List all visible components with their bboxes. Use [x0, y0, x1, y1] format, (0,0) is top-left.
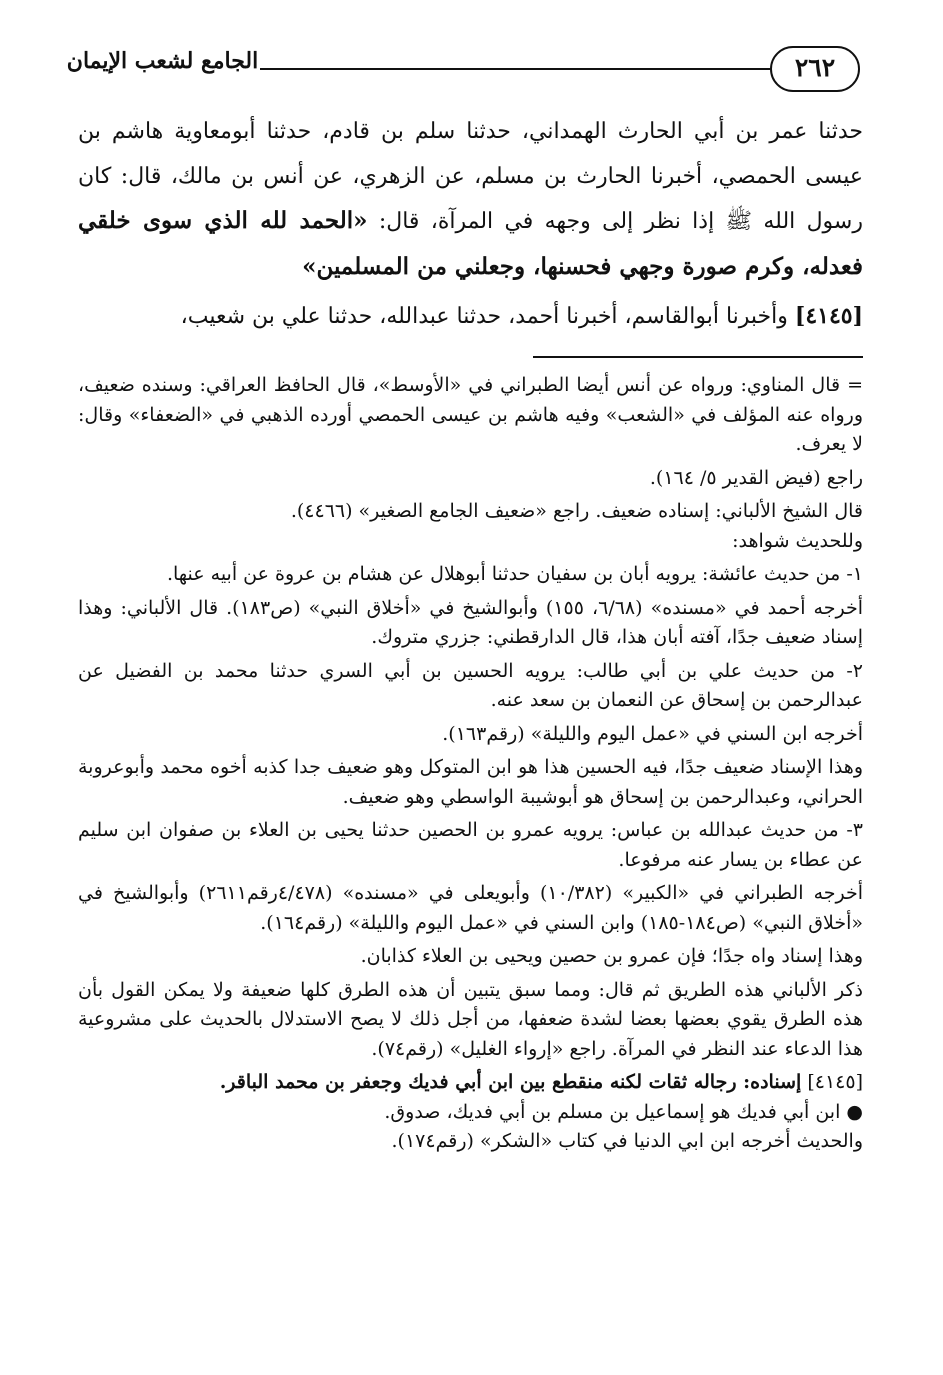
header-divider	[260, 68, 770, 70]
isnad-text: وأخبرنا أبوالقاسم، أخبرنا أحمد، حدثنا عبدالله، حدثنا علي بن شعيب،	[180, 304, 788, 329]
main-paragraph	[78, 110, 863, 290]
page-number: ٢٦٢	[770, 46, 860, 92]
footnote-hadith-number: [٤١٤٥]	[807, 1071, 863, 1093]
footnote-divider	[533, 356, 863, 358]
hadith-line: كان رسول الله ﷺ إذا نظر إلى وجهه في المرآة، قال:	[78, 163, 863, 234]
footnote-paragraph: أخرجه ابن السني في «عمل اليوم والليلة» (رقم١٦٣).	[442, 722, 863, 745]
hadith-number: [٤١٤٥]	[794, 303, 863, 329]
hadith-line: حدثنا عمر بن أبي الحارث الهمداني، حدثنا سلم بن قادم، حدثنا أبومعاوية هاشم بن	[78, 119, 863, 144]
footnote-paragraph: وهذا الإسناد ضعيف جدًا، فيه الحسين هذا هو ابن المتوكل وهو ضعيف جدا كذبه أخوه محمد وأبوعروبة الحراني، وعبدالرحمن بن إسحاق هو أبوشيبة الواسطي وهو ضعيف.	[78, 756, 863, 808]
footnote-bullet-item	[78, 1098, 863, 1128]
footnote-paragraph: ٣- من حديث عبدالله بن عباس: يرويه عمرو بن الحصين حدثنا يحيى بن العلاء بن صفوان ابن سليم عن عطاء بن يسار عنه مرفوعا.	[78, 819, 863, 871]
page-header	[65, 40, 860, 102]
footnote-paragraph: = قال المناوي: ورواه عن أنس أيضا الطبراني في «الأوسط»، قال الحافظ العراقي: وسنده ضعيف، ورواه عنه المؤلف في «الشعب» وفيه هاشم بن عيسى الحمصي أورده الذهبي في «الضعفاء» وقال: لا يعرف.	[78, 374, 863, 455]
footnote-paragraph: ٢- من حديث علي بن أبي طالب: يرويه الحسين بن أبي السري حدثنا محمد بن الفضيل عن عبدالرحمن بن إسحاق عن النعمان بن سعد عنه.	[78, 659, 863, 711]
footnotes	[78, 371, 863, 1157]
hadith-quote-continued: فعدله، وكرم صورة وجهي فحسنها، وجعلني من المسلمين»	[302, 252, 863, 280]
footnote-paragraph: ١- من حديث عائشة: يرويه أبان بن سفيان حدثنا أبوهلال عن هشام بن عروة عن أبيه عنها.	[166, 563, 863, 585]
footnote-paragraph: وهذا إسناد واه جدًا؛ فإن عمرو بن حصين ويحيى بن العلاء كذابان.	[360, 945, 863, 967]
footnote-paragraph: أخرجه الطبراني في «الكبير» (١٠/٣٨٢) وأبويعلى في «مسنده» (٤/٤٧٨رقم٢٦١١) وأبوالشيخ في «أخلاق النبي» (ص١٨٤-١٨٥) وابن السني في «عمل اليوم والليلة» (رقم١٦٤).	[78, 882, 864, 934]
isnad-grading: إسناده: رجاله ثقات لكنه منقطع بين ابن أبي فديك وجعفر بن محمد الباقر.	[219, 1071, 802, 1093]
footnote-paragraph: أخرجه أحمد في «مسنده» (٦/٦٨، ١٥٥) وأبوالشيخ في «أخلاق النبي» (ص١٨٣). قال الألباني: وهذا إسناد ضعيف جدًا، آفته أبان هذا، قال الدارقطني: جزري متروك.	[78, 596, 864, 648]
main-paragraph-4145	[78, 294, 863, 340]
main-text	[78, 110, 863, 340]
footnote-paragraph: قال الشيخ الألباني: إسناده ضعيف. راجع «ضعيف الجامع الصغير» (٤٤٦٦).	[290, 500, 863, 522]
footnote-paragraph: راجع (فيض القدير ٥/ ١٦٤).	[649, 466, 863, 489]
footnote-paragraph: وللحديث شواهد:	[732, 529, 863, 552]
hadith-quote: «الحمد لله الذي سوى خلقي	[78, 207, 368, 234]
running-title: الجامع لشعب الإيمان	[66, 48, 259, 74]
footnote-isnad	[78, 1068, 863, 1098]
hadith-line: عيسى الحمصي، أخبرنا الحارث بن مسلم، عن الزهري، عن أنس بن مالك، قال:	[120, 163, 863, 189]
footnote-paragraph: والحديث أخرجه ابن ابي الدنيا في كتاب «الشكر» (رقم١٧٤).	[391, 1130, 863, 1152]
bullet-icon: ●	[846, 1100, 863, 1123]
footnote-bullet-text: ابن أبي فديك هو إسماعيل بن مسلم بن أبي فديك، صدوق.	[384, 1100, 841, 1123]
footnote-paragraph: ذكر الألباني هذه الطريق ثم قال: ومما سبق يتبين أن هذه الطرق كلها ضعيفة ولا يمكن القول بأن هذه الطرق يقوي بعضها بعضا لشدة ضعفها، من أجل ذلك لا يصح الاستدلال بالحديث على مشروعية هذا الدعاء عند النظر في المرآة. راجع «إرواء الغليل» (رقم٧٤).	[78, 978, 863, 1060]
